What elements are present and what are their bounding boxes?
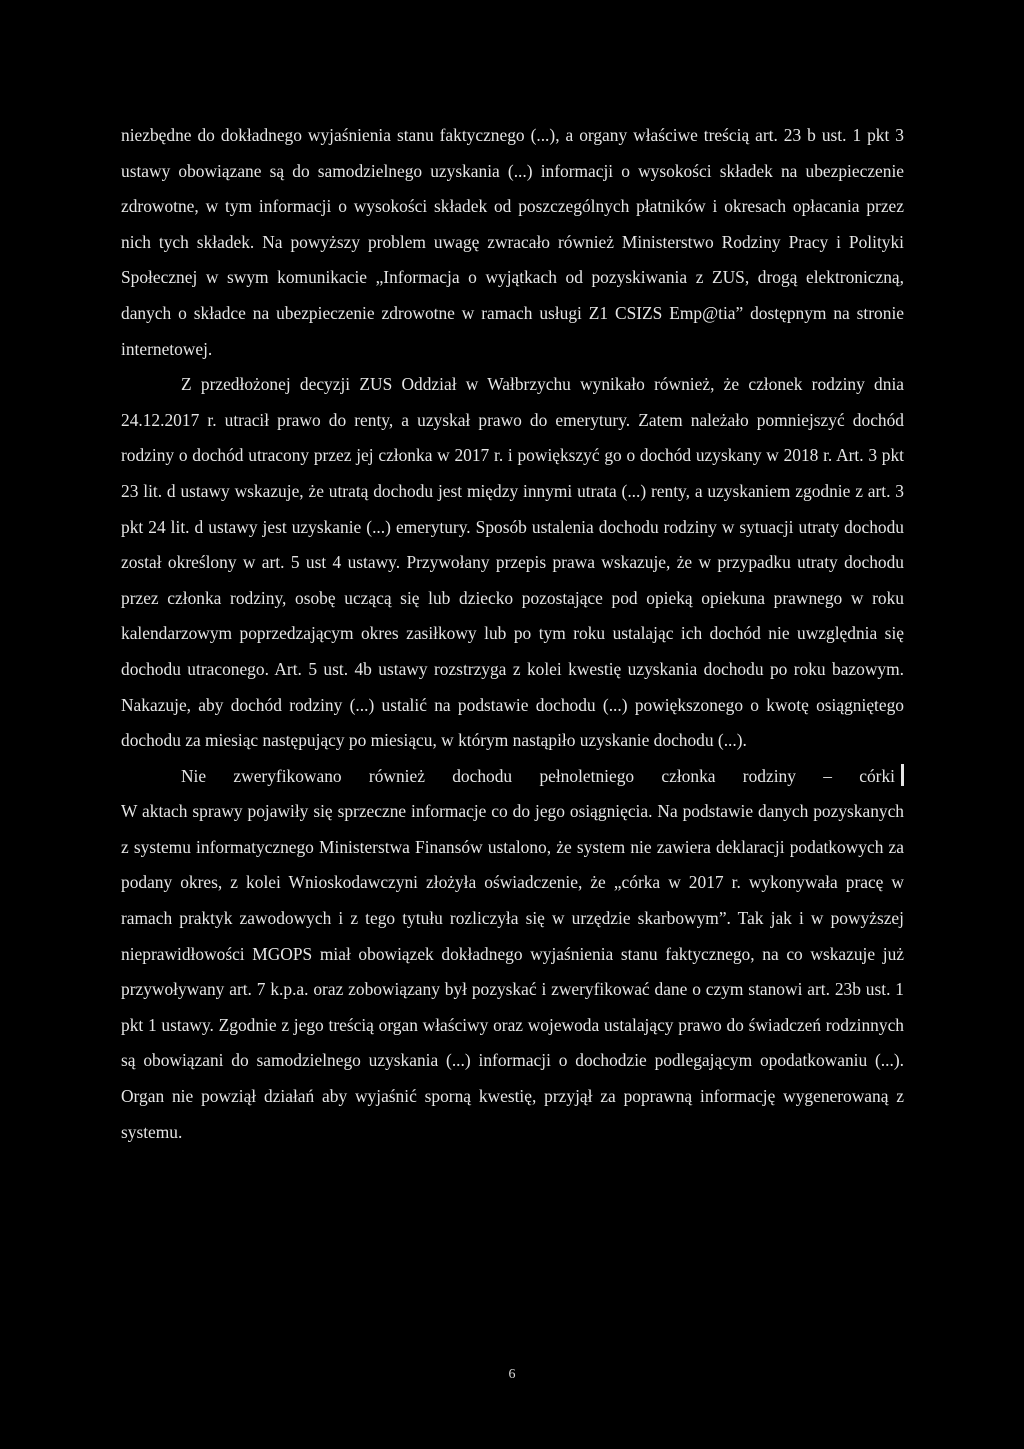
- document-page: [121, 118, 904, 1150]
- paragraph-4: W aktach sprawy pojawiły się sprzeczne informacje co do jego osiągnięcia. Na podstawie danych pozyskanych z systemu informatycznego Ministerstwa Finansów ustalono, że system nie zawiera deklaracji podatkowych za podany okres, z kolei Wnioskodawczyni złożyła oświadczenie, że „córka w 2017 r. wykonywała pracę w ramach praktyk zawodowych i z tego tytułu rozliczyła się w urzędzie skarbowym”. Tak jak i w powyższej nieprawidłowości MGOPS miał obowiązek dokładnego wyjaśnienia stanu faktycznego, na co wskazuje już przywoływany art. 7 k.p.a. oraz zobowiązany był pozyskać i zweryfikować dane o czym stanowi art. 23b ust. 1 pkt 1 ustawy. Zgodnie z jego treścią organ właściwy oraz wojewoda ustalający prawo do świadczeń rodzinnych są obowiązani do samodzielnego uzyskania (...) informacji o dochodzie podlegającym opodatkowaniu (...). Organ nie powziął działań aby wyjaśnić sporną kwestię, przyjął za poprawną informację wygenerowaną z systemu.: [121, 801, 904, 1142]
- paragraph-3-text: Nie zweryfikowano również dochodu pełnoletniego członka rodziny – córki: [181, 765, 895, 786]
- page-number: 6: [508, 1367, 516, 1382]
- paragraph-1: niezbędne do dokładnego wyjaśnienia stanu faktycznego (...), a organy właściwe treścią art. 23 b ust. 1 pkt 3 ustawy obowiązane są do samodzielnego uzyskania (...) informacji o wysokości składek na ubezpieczenie zdrowotne, w tym informacji o wysokości składek od poszczególnych płatników i okresach opłacania przez nich tych składek. Na powyższy problem uwagę zwracało również Ministerstwo Rodziny Pracy i Polityki Społecznej w swym komunikacie „Informacja o wyjątkach od pozyskiwania z ZUS, drogą elektroniczną, danych o składce na ubezpieczenie zdrowotne w ramach usługi Z1 CSIZS Emp@tia” dostępnym na stronie internetowej.: [121, 125, 904, 359]
- paragraph-2: Z przedłożonej decyzji ZUS Oddział w Wałbrzychu wynikało również, że członek rodziny dnia 24.12.2017 r. utracił prawo do renty, a uzyskał prawo do emerytury. Zatem należało pomniejszyć dochód rodziny o dochód utracony przez jej członka w 2017 r. i powiększyć go o dochód uzyskany w 2018 r. Art. 3 pkt 23 lit. d ustawy wskazuje, że utratą dochodu jest między innymi utrata (...) renty, a uzyskaniem zgodnie z art. 3 pkt 24 lit. d ustawy jest uzyskanie (...) emerytury. Sposób ustalenia dochodu rodziny w sytuacji utraty dochodu został określony w art. 5 ust 4 ustawy. Przywołany przepis prawa wskazuje, że w przypadku utraty dochodu przez członka rodziny, osobę uczącą się lub dziecko pozostające pod opieką opiekuna prawnego w roku kalendarzowym poprzedzającym okres zasiłkowy lub po tym roku ustalając ich dochód nie uwzględnia się dochodu utraconego. Art. 5 ust. 4b ustawy rozstrzyga z kolei kwestię uzyskania dochodu po roku bazowym. Nakazuje, aby dochód rodziny (...) ustalić na podstawie dochodu (...) powiększonego o kwotę osiągniętego dochodu za miesiąc następujący po miesiącu, w którym nastąpiło uzyskanie dochodu (...).: [121, 374, 904, 751]
- paragraph-3: [121, 759, 904, 795]
- redaction-mark: [901, 764, 904, 786]
